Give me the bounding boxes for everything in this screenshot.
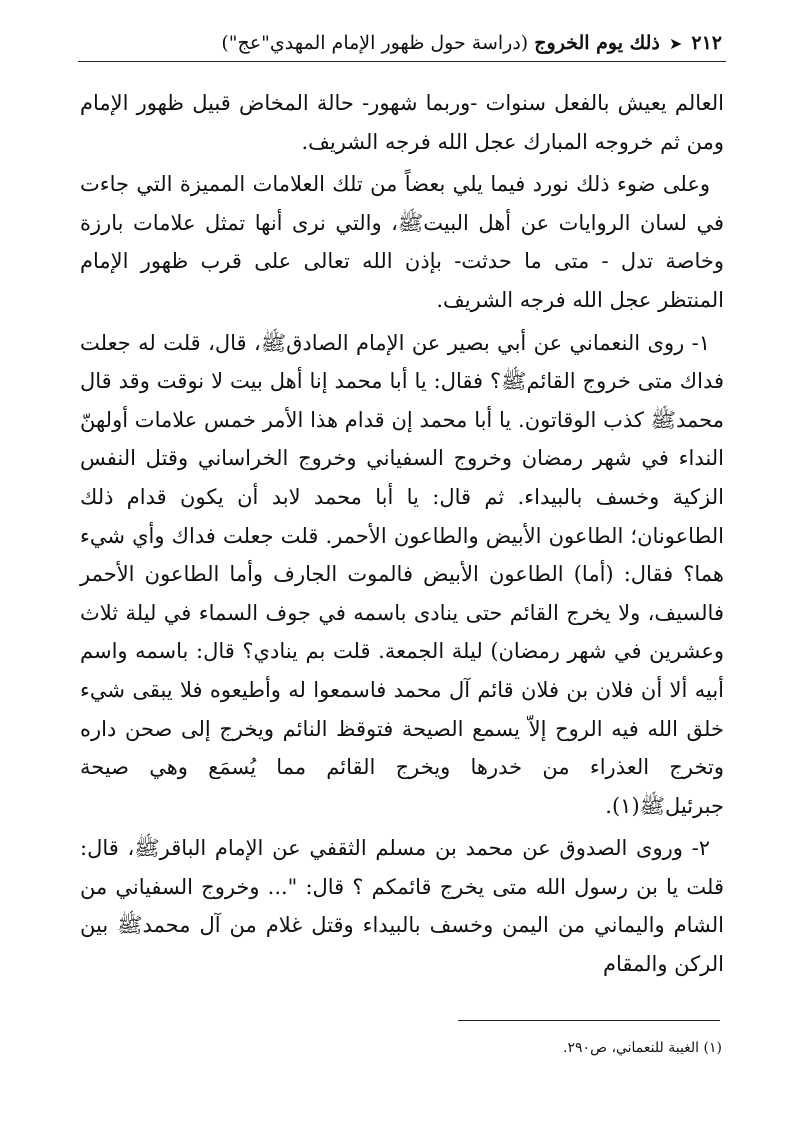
paragraph: ١- روى النعماني عن أبي بصير عن الإمام الصادقﷺ، قال، قلت له جعلت فداك متى خروج القائمﷺ؟ فقال: يا أبا محمد إنا أهل بيت لا نوقت وقد قال محمدﷺ كذب الوقاتون. يا أبا محمد إن قدام هذا الأمر خمس علامات أولهنّ النداء في شهر رمضان وخروج السفياني وخروج الخراساني وقتل النفس الزكية وخسف بالبيداء. ثم قال: يا أبا محمد لابد أن يكون قدام ذلك الطاعونان؛ الطاعون الأبيض والطاعون الأحمر. قلت جعلت فداك وأي شيء هما؟ فقال: (أما) الطاعون الأبيض فالموت الجارف وأما الطاعون الأحمر فالسيف، ولا يخرج القائم حتى ينادى باسمه في جوف السماء في ليلة ثلاث وعشرين في شهر رمضان) ليلة الجمعة. قلت بم ينادي؟ قال: باسمه واسم أبيه ألا أن فلان بن فلان قائم آل محمد فاسمعوا له وأطيعوه فلا يبقى شيء خلق الله فيه الروح إلاّ يسمع الصيحة فتوقظ النائم ويخرج إلى صحن داره وتخرج العذراء من خدرها ويخرج القائم مما يُسمَع وهي صيحة جبرئيلﷺ(١). — [80, 330, 724, 818]
header-divider — [78, 61, 726, 62]
running-header — [221, 26, 722, 60]
footnote-divider — [458, 1020, 720, 1021]
paragraph: ٢- وروى الصدوق عن محمد بن مسلم الثقفي عن الإمام الباقرﷺ، قال: قلت يا بن رسول الله متى يخرج قائمكم ؟ قال: "... وخروج السفياني من الشام واليماني من اليمن وخسف بالبيداء وقتل غلام من آل محمدﷺ بين الركن والمقام — [80, 836, 724, 977]
paragraph: العالم يعيش بالفعل سنوات -وربما شهور- حالة المخاض قبيل ظهور الإمام ومن ثم خروجه المبارك عجل الله فرجه الشريف. — [80, 91, 724, 154]
arrow-icon: ➤ — [668, 34, 683, 53]
paragraph: وعلى ضوء ذلك نورد فيما يلي بعضاً من تلك العلامات المميزة التي جاءت في لسان الروايات عن أهل البيتﷺ، والتي نرى أنها تمثل علامات بارزة وخاصة تدل - متى ما حدثت- بإذن الله تعالى على قرب ظهور الإمام المنتظر عجل الله فرجه الشريف. — [80, 172, 724, 312]
main-text — [80, 84, 724, 988]
book-subtitle: (دراسة حول ظهور الإمام المهدي"عج") — [221, 32, 529, 54]
footnote: (١) الغيبة للنعماني، ص٢٩٠. — [563, 1040, 722, 1056]
book-title: ذلك يوم الخروج — [534, 32, 660, 54]
page-number: ٢١٢ — [691, 32, 722, 54]
